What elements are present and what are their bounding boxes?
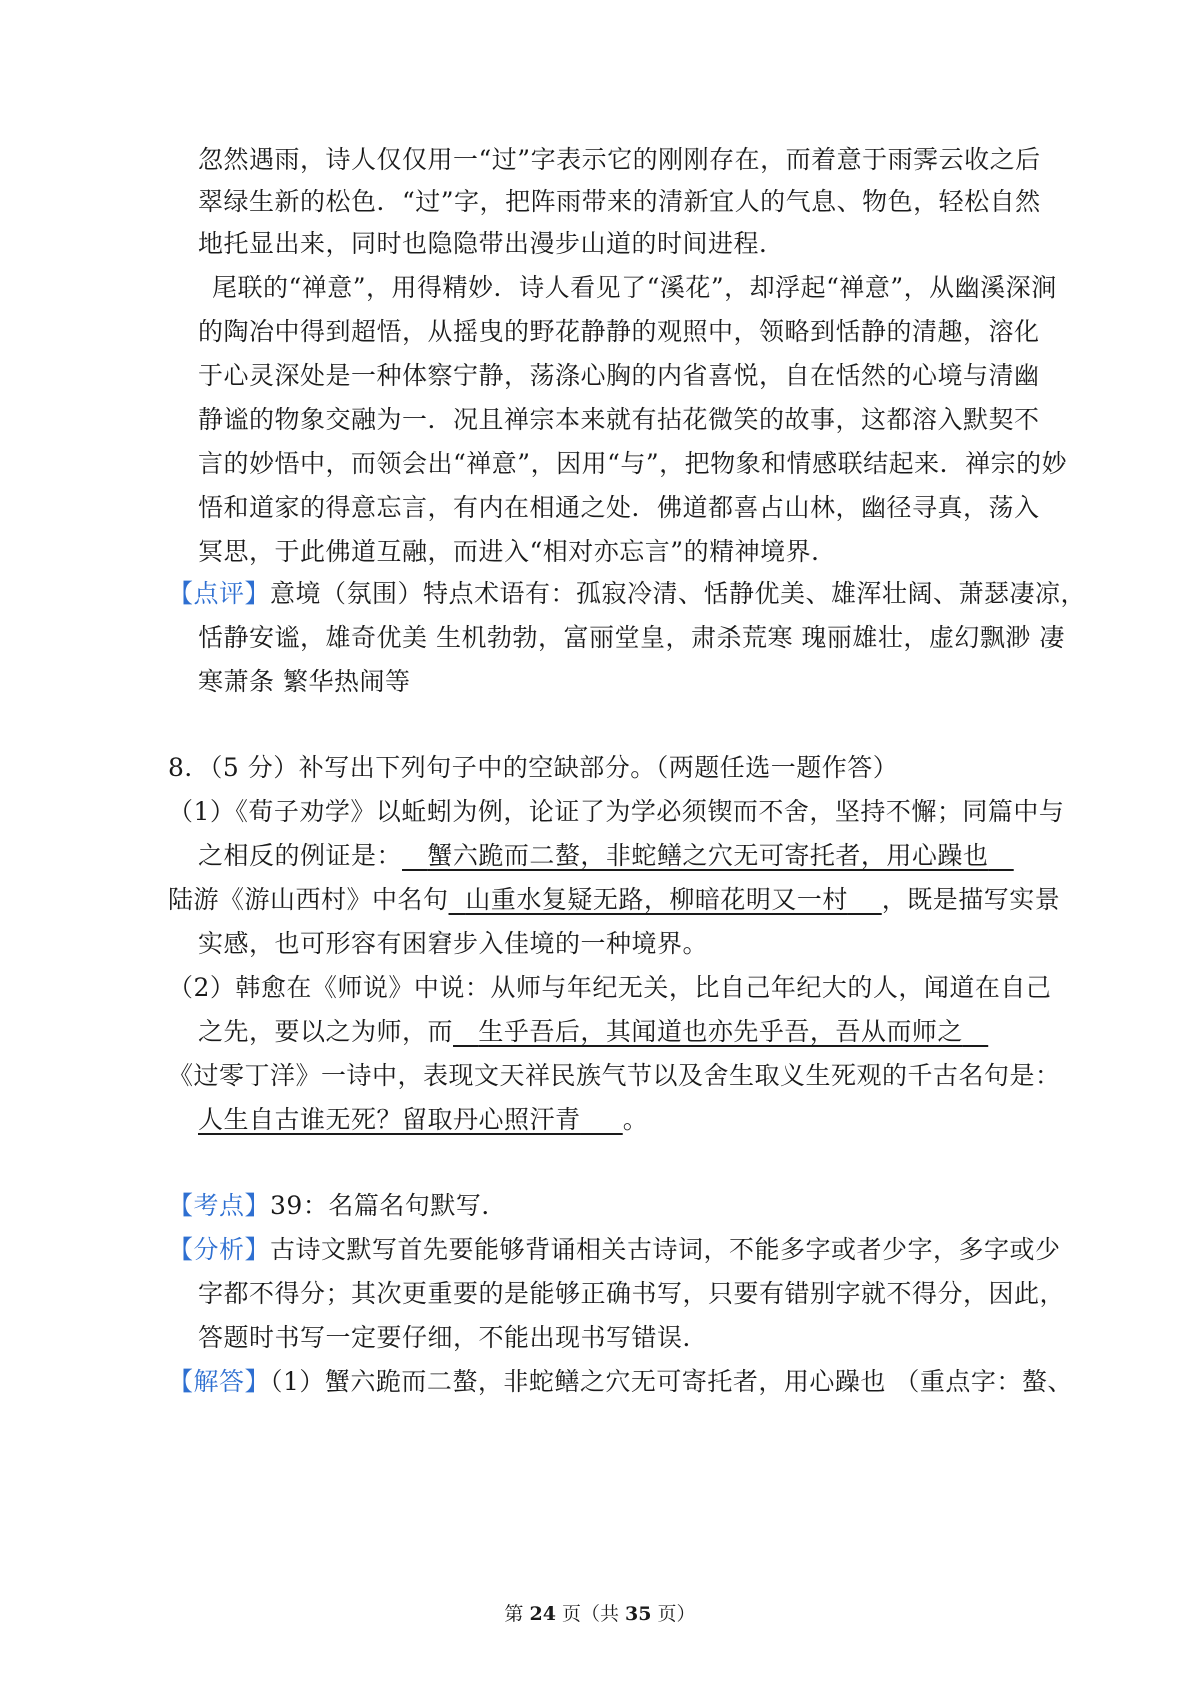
question-line xyxy=(168,885,1060,915)
paragraph-line: 于心灵深处是一种体察宁静，荡涤心胸的内省喜悦，自在恬然的心境与清幽 xyxy=(198,361,1040,390)
paragraph-line: 忽然遇雨，诗人仅仅用一“过”字表示它的刚刚存在，而着意于雨霁云收之后 xyxy=(198,145,1041,174)
kaodian-line xyxy=(168,1191,507,1221)
question-title: 8．（5 分）补写出下列句子中的空缺部分。（两题任选一题作答） xyxy=(168,753,899,782)
review-line xyxy=(168,579,1086,609)
page-footer xyxy=(0,1602,1200,1626)
review-line: 恬静安谧，雄奇优美 生机勃勃，富丽堂皇，肃杀荒寒 瑰丽雄壮，虚幻飘渺 凄 xyxy=(198,623,1065,652)
answer-line-text: （1）蟹六跪而二螯，非蛇鳝之穴无可寄托者，用心躁也 （重点字：螯、 xyxy=(270,1367,1073,1396)
answer-tag: 【解答】 xyxy=(168,1367,271,1396)
review-tag: 【点评】 xyxy=(168,579,271,608)
answer-line xyxy=(168,1367,1073,1397)
question-text: ，既是描写实景 xyxy=(881,885,1061,914)
kaodian-tag: 【考点】 xyxy=(168,1191,271,1220)
footer-page-number: 24 xyxy=(529,1603,556,1625)
paragraph-line: 翠绿生新的松色．“过”字，把阵雨带来的清新宜人的气息、物色，轻松自然 xyxy=(198,187,1041,216)
footer-total-pages: 35 xyxy=(625,1603,652,1625)
answer-text: 蟹六跪而二螯，非蛇鳝之穴无可寄托者，用心躁也 xyxy=(427,841,989,870)
question-text: 陆游《游山西村》中名句 xyxy=(168,885,449,914)
question-text: 之先，要以之为师，而 xyxy=(198,1017,454,1046)
paragraph-line: 冥思，于此佛道互融，而进入“相对亦忘言”的精神境界． xyxy=(198,537,837,566)
question-line xyxy=(198,841,1014,871)
answer-blank xyxy=(402,841,1014,870)
answer-text: 山重水复疑无路，柳暗花明又一村 xyxy=(465,885,848,914)
analysis-tag: 【分析】 xyxy=(168,1235,271,1264)
analysis-line: 字都不得分；其次更重要的是能够正确书写，只要有错别字就不得分，因此， xyxy=(198,1279,1066,1308)
footer-prefix: 第 xyxy=(504,1603,524,1625)
answer-blank xyxy=(453,1017,988,1046)
footer-suffix: 页） xyxy=(657,1603,696,1625)
question-line: （1）《荀子劝学》以蚯蚓为例，论证了为学必须锲而不舍，坚持不懈；同篇中与 xyxy=(168,797,1065,826)
paragraph-line: 悟和道家的得意忘言，有内在相通之处．佛道都喜占山林，幽径寻真，荡入 xyxy=(198,493,1040,522)
question-text: 。 xyxy=(622,1105,649,1134)
question-line: 《过零丁洋》一诗中，表现文天祥民族气节以及舍生取义生死观的千古名句是： xyxy=(168,1061,1061,1090)
paragraph-line: 静谧的物象交融为一．况且禅宗本来就有拈花微笑的故事，这都溶入默契不 xyxy=(198,405,1040,434)
analysis-line: 答题时书写一定要仔细，不能出现书写错误． xyxy=(198,1323,709,1352)
paragraph-line: 尾联的“禅意”，用得精妙．诗人看见了“溪花”，却浮起“禅意”，从幽溪深涧 xyxy=(212,273,1057,302)
answer-text: 人生自古谁无死？留取丹心照汗青 xyxy=(198,1105,581,1134)
question-line: （2）韩愈在《师说》中说：从师与年纪无关，比自己年纪大的人，闻道在自己 xyxy=(168,973,1052,1002)
review-text: 意境（氛围）特点术语有：孤寂冷清、恬静优美、雄浑壮阔、萧瑟凄凉， xyxy=(270,579,1087,608)
footer-mid: 页（共 xyxy=(561,1603,619,1625)
answer-blank xyxy=(449,885,882,914)
kaodian-text: 39：名篇名句默写． xyxy=(270,1191,507,1220)
paragraph-line: 地托显出来，同时也隐隐带出漫步山道的时间进程． xyxy=(198,229,785,258)
paragraph-line: 的陶冶中得到超悟，从摇曳的野花静静的观照中，领略到恬静的清趣，溶化 xyxy=(198,317,1040,346)
question-line xyxy=(198,1017,988,1047)
answer-text: 生乎吾后，其闻道也亦先乎吾，吾从而师之 xyxy=(478,1017,963,1046)
question-text: 之相反的例证是： xyxy=(198,841,403,870)
answer-blank xyxy=(198,1105,623,1134)
question-line xyxy=(198,1105,648,1135)
analysis-line xyxy=(168,1235,1061,1265)
review-line: 寒萧条 繁华热闹等 xyxy=(198,667,411,696)
question-line: 实感，也可形容有困窘步入佳境的一种境界。 xyxy=(198,929,709,958)
analysis-text: 古诗文默写首先要能够背诵相关古诗词，不能多字或者少字，多字或少 xyxy=(270,1235,1061,1264)
paragraph-line: 言的妙悟中，而领会出“禅意”，因用“与”，把物象和情感联结起来．禅宗的妙 xyxy=(198,449,1068,478)
